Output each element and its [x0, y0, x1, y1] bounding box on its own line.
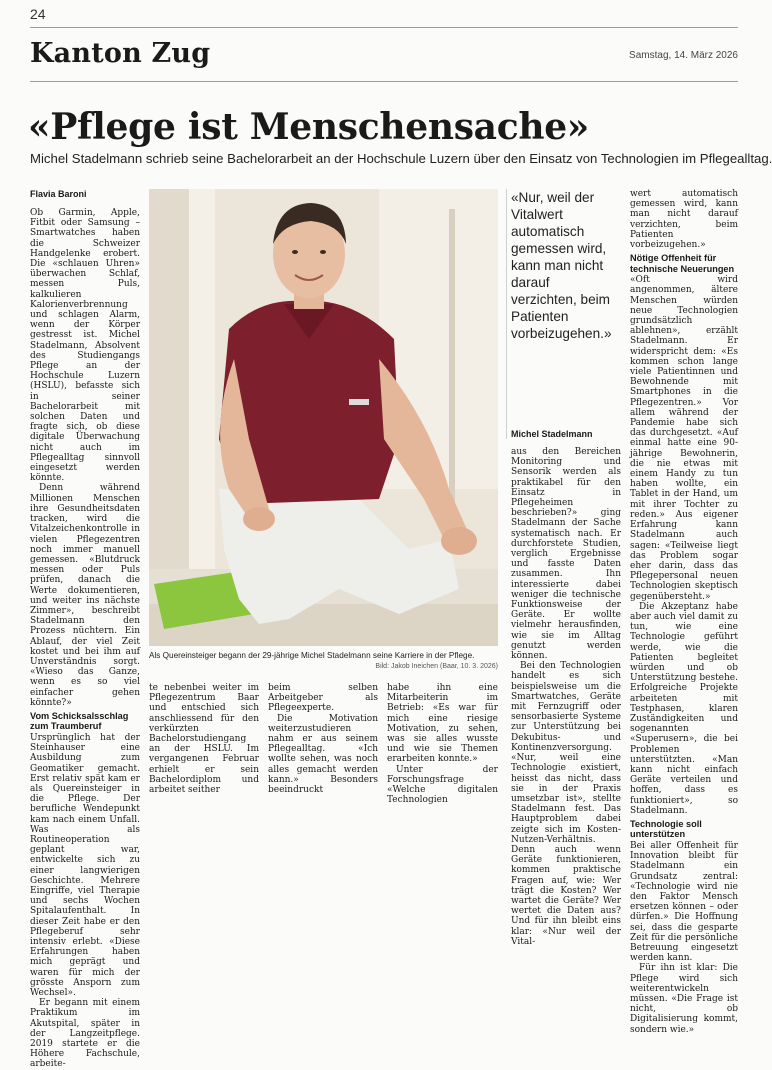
subheading: Nötige Offenheit für technische Neuerungen — [630, 253, 735, 274]
lead-text: Michel Stadelmann schrieb seine Bachelorarbeit an der Hochschule Luzern über den Einsatz von Technologien im Pflegealltag. — [30, 151, 772, 166]
article-column-1 — [30, 208, 140, 1070]
article-column-3 — [268, 683, 378, 796]
pull-quote-divider — [506, 189, 507, 439]
photo-caption: Als Quereinsteiger begann der 29-jährige Michel Stadelmann seine Karriere in der Pflege. — [149, 651, 475, 660]
pull-quote-author: Michel Stadelmann — [511, 429, 593, 439]
paragraph: wert automatisch gemessen wird, kann man nicht darauf verzichten, beim Patienten vorbeizugehen.» — [630, 189, 738, 251]
subheading: Vom Schicksalsschlag zum Traumberuf — [30, 710, 129, 732]
paragraph: te nebenbei weiter im Pflegezentrum Baar und entschied sich anschliessend für den verkürzten Bachelorstudiengang an der HSLU. Im vergangenen Februar erhielt er sein Bachelordiplom und arbeitet seither — [149, 683, 259, 796]
page-number: 24 — [30, 6, 46, 22]
portrait-illustration — [149, 189, 498, 646]
author-byline: Flavia Baroni — [30, 189, 87, 199]
article-column-2 — [149, 683, 259, 796]
issue-date: Samstag, 14. März 2026 — [629, 50, 738, 61]
subheading: Technologie soll unterstützen — [630, 818, 702, 840]
paragraph: Unter der Forschungsfrage «Welche digitalen Technologien — [387, 764, 498, 806]
paragraph: Bei den Technologien handelt es sich beispielsweise um die Smartwatches, Geräte mit Fernzugriff oder sensorbasierte Systeme zur Unterstützung bei Dekubitus- und Kontinenzversorgung. «Nur, weil eine Technologie existiert, heisst das nicht, dass sie in der Praxis umsetzbar ist», stellte Stadelmann fest. Das Hauptproblem dabei zeigte sich im Kosten-Nutzen-Verhältnis. Denn auch wenn Geräte funktionieren, kommen praktische Fragen auf, wie: Wer trägt die Kosten? Wer wartet die Geräte? Wer wertet die Daten aus? Und für ihn bleibt eins klar: «Nur weil der Vital- — [511, 661, 621, 947]
paragraph: Bei aller Offenheit für Innovation bleibt für Stadelmann ein Grundsatz zentral: «Technologie wird nie den Faktor Mensch ersetzen können – oder dürfen.» Die Hoffnung sei, dass die gesparte Zeit für die persönliche Betreuung eingesetzt werden kann. — [630, 840, 738, 964]
paragraph: Die Akzeptanz habe aber auch viel damit zu tun, wie eine Technologie geführt werde, wie die Patienten begleitet würden und ob Unterstützung bestehe. Erfolgreiche Projekte arbeiteten mit Testphasen, klaren Zuständigkeiten und sogenannten «Superusern», die bei Problemen unterstützten. «Man kann nicht einfach Geräte verteilen und hoffen, dass es funktioniert», so Stadelmann. — [630, 601, 738, 816]
headline: «Pflege ist Menschensache» — [28, 106, 590, 148]
paragraph: Ursprünglich hat der Steinhauser eine Ausbildung zum Geomatiker gemacht. Erst relativ spät kam er als Quereinsteiger in die Pflege. Der berufliche Wendepunkt kam nach einem Unfall. Was als Routineoperation geplant war, entwickelte sich zu einer langwierigen Geschichte. Mehrere Eingriffe, viel Therapie und sechs Wochen Spitalaufenthalt. In dieser Zeit habe er den Pflegeberuf sehr intensiv erlebt. «Diese Erfahrungen haben mich geprägt und waren für mich der grösste Ansporn zum Wechsel». — [30, 732, 140, 999]
section-title: Kanton Zug — [30, 38, 211, 69]
top-rule — [30, 27, 738, 28]
paragraph: Ob Garmin, Apple, Fitbit oder Samsung – Smartwatches haben die Schweizer Handgelenke erobert. Die «schlauen Uhren» überwachen Schlaf, messen Puls, kalkulieren Kalorienverbrennung und schlagen Alarm, wenn der Körper gestresst ist. Michel Stadelmann, Absolvent des Studiengangs Pflege an der Hochschule Luzern (HSLU), befasste sich in seiner Bachelorarbeit mit solchen Daten und fragte sich, ob diese digitale Überwachung nicht auch im Pflegealltag sinnvoll eingesetzt werden könnte. — [30, 208, 140, 484]
paragraph: Für ihn ist klar: Die Pflege wird sich weiterentwickeln müssen. «Die Frage ist nicht, ob Digitalisierung kommt, sondern wie.» — [630, 963, 738, 1035]
pull-quote: «Nur, weil der Vitalwert automatisch gemessen wird, kann man nicht darauf verzichten, beim Patienten vorbeizugehen.» — [511, 190, 612, 341]
photo-credit: Bild: Jakob Ineichen (Baar, 10. 3. 2026) — [375, 663, 498, 670]
paragraph: Denn während Millionen Menschen ihre Gesundheitsdaten tracken, wird die Vitalzeichenkontrolle in vielen Pflegezentren noch immer manuell gemessen. «Blutdruck messen oder Puls prüfen, danach die Werte dokumentieren, und weiter ins nächste Zimmer», beschreibt Stadelmann den Prozess nüchtern. Ein Ablauf, der viel Zeit kostet und bei ihm auf Unverständnis sorgt. «Wieso das Ganze, wenn es so viel einfacher gehen könnte?» — [30, 483, 140, 708]
paragraph: Er begann mit einem Praktikum im Akutspital, später in der Langzeitpflege. 2019 startete er die Höhere Fachschule, arbeite- — [30, 998, 140, 1070]
article-column-6 — [630, 189, 738, 1035]
section-rule — [30, 81, 738, 82]
article-column-5 — [511, 447, 621, 947]
paragraph: «Oft wird angenommen, ältere Menschen würden neue Technologien grundsätzlich ablehnen», erzählt Stadelmann. Er widerspricht dem: «Es kommen schon lange viele Patientinnen und Bewohnende mit Smartphones in die Pflegezentren.» Vor allem während der Pandemie habe sich das durchgesetzt. «Auf einmal hatte eine 90-jährige Bewohnerin, die nie etwas mit einem Handy zu tun haben wollte, ein Tablet in der Hand, um mit ihrer Tochter zu reden.» Aus eigener Erfahrung kann Stadelmann auch sagen: «Teilweise liegt das Problem sogar eher darin, dass das Pflegepersonal neuen Technologien skeptisch gegenübersteht.» — [630, 275, 738, 602]
paragraph: habe ihn eine Mitarbeiterin im Betrieb: «Es war für mich eine riesige Motivation, zu sehen, was sie alles wusste und wie sie Themen erarbeiten konnte.» — [387, 683, 498, 765]
portrait-photo — [149, 189, 498, 646]
paragraph: beim selben Arbeitgeber als Pflegeexperte. — [268, 683, 378, 714]
article-column-4 — [387, 683, 498, 806]
paragraph: aus den Bereichen Monitoring und Sensorik werden als praktikabel für den Einsatz in Pflegeheimen beschrieben?» ging Stadelmann der Sache systematisch nach. Er durchforstete Studien, verglich Ergebnisse und fasste Daten zusammen. Ihn interessierte dabei weniger die technische Funktionsweise der Geräte. Er wollte vielmehr herausfinden, wie sie im Alltag genutzt werden können. — [511, 447, 621, 662]
paragraph: Die Motivation weiterzustudieren nahm er aus seinem Pflegealltag. «Ich wollte sehen, was noch alles gemacht werden kann.» Besonders beeindruckt — [268, 713, 378, 796]
